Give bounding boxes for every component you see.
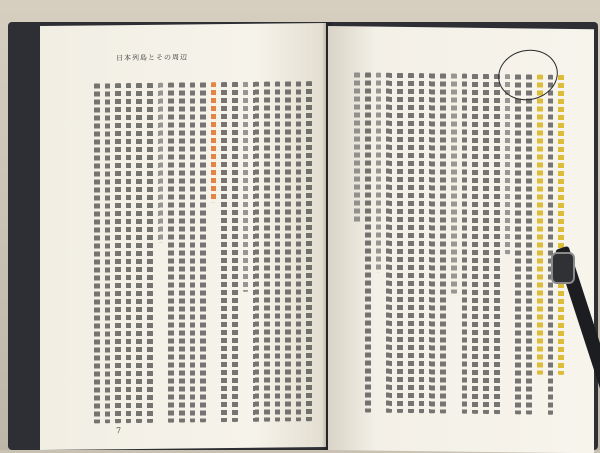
text-line — [232, 82, 238, 422]
text-line — [105, 83, 111, 423]
text-line — [115, 83, 121, 423]
text-line — [526, 74, 532, 414]
text-line — [243, 82, 249, 292]
right-page-text-block — [354, 72, 564, 423]
highlighted-text-line — [558, 75, 564, 375]
text-line — [408, 73, 414, 413]
highlighted-text-line — [537, 75, 543, 375]
text-line — [221, 82, 227, 422]
text-line — [376, 73, 382, 273]
text-line — [462, 74, 468, 414]
text-line — [483, 74, 489, 414]
text-line — [440, 73, 446, 413]
text-line — [515, 74, 521, 414]
text-line — [168, 83, 174, 423]
text-line — [397, 73, 403, 413]
text-line — [451, 73, 457, 293]
text-line — [158, 83, 164, 243]
text-line — [386, 73, 392, 413]
text-line — [264, 82, 270, 422]
highlighted-text-line — [211, 82, 217, 202]
text-line — [200, 82, 206, 422]
text-line — [306, 81, 312, 421]
text-line — [94, 83, 100, 423]
page-number: 7 — [116, 426, 122, 436]
text-line — [275, 81, 281, 421]
text-line — [472, 74, 478, 414]
text-line — [147, 83, 153, 423]
text-line — [190, 82, 196, 422]
text-line — [285, 81, 291, 421]
text-line — [179, 82, 185, 422]
text-line — [429, 73, 435, 413]
running-header: 日本列島とその周辺 — [116, 53, 188, 63]
bookmark-clip — [551, 252, 575, 284]
text-line — [365, 72, 371, 412]
text-line — [253, 82, 259, 422]
text-line — [354, 72, 360, 222]
left-page — [40, 23, 326, 450]
text-line — [136, 83, 142, 423]
text-line — [419, 73, 425, 413]
text-line — [126, 83, 132, 423]
text-line — [494, 74, 500, 414]
text-line — [505, 74, 511, 254]
left-page-text-block — [94, 81, 312, 419]
text-line — [548, 75, 554, 415]
right-page — [328, 26, 594, 453]
text-line — [296, 81, 302, 421]
